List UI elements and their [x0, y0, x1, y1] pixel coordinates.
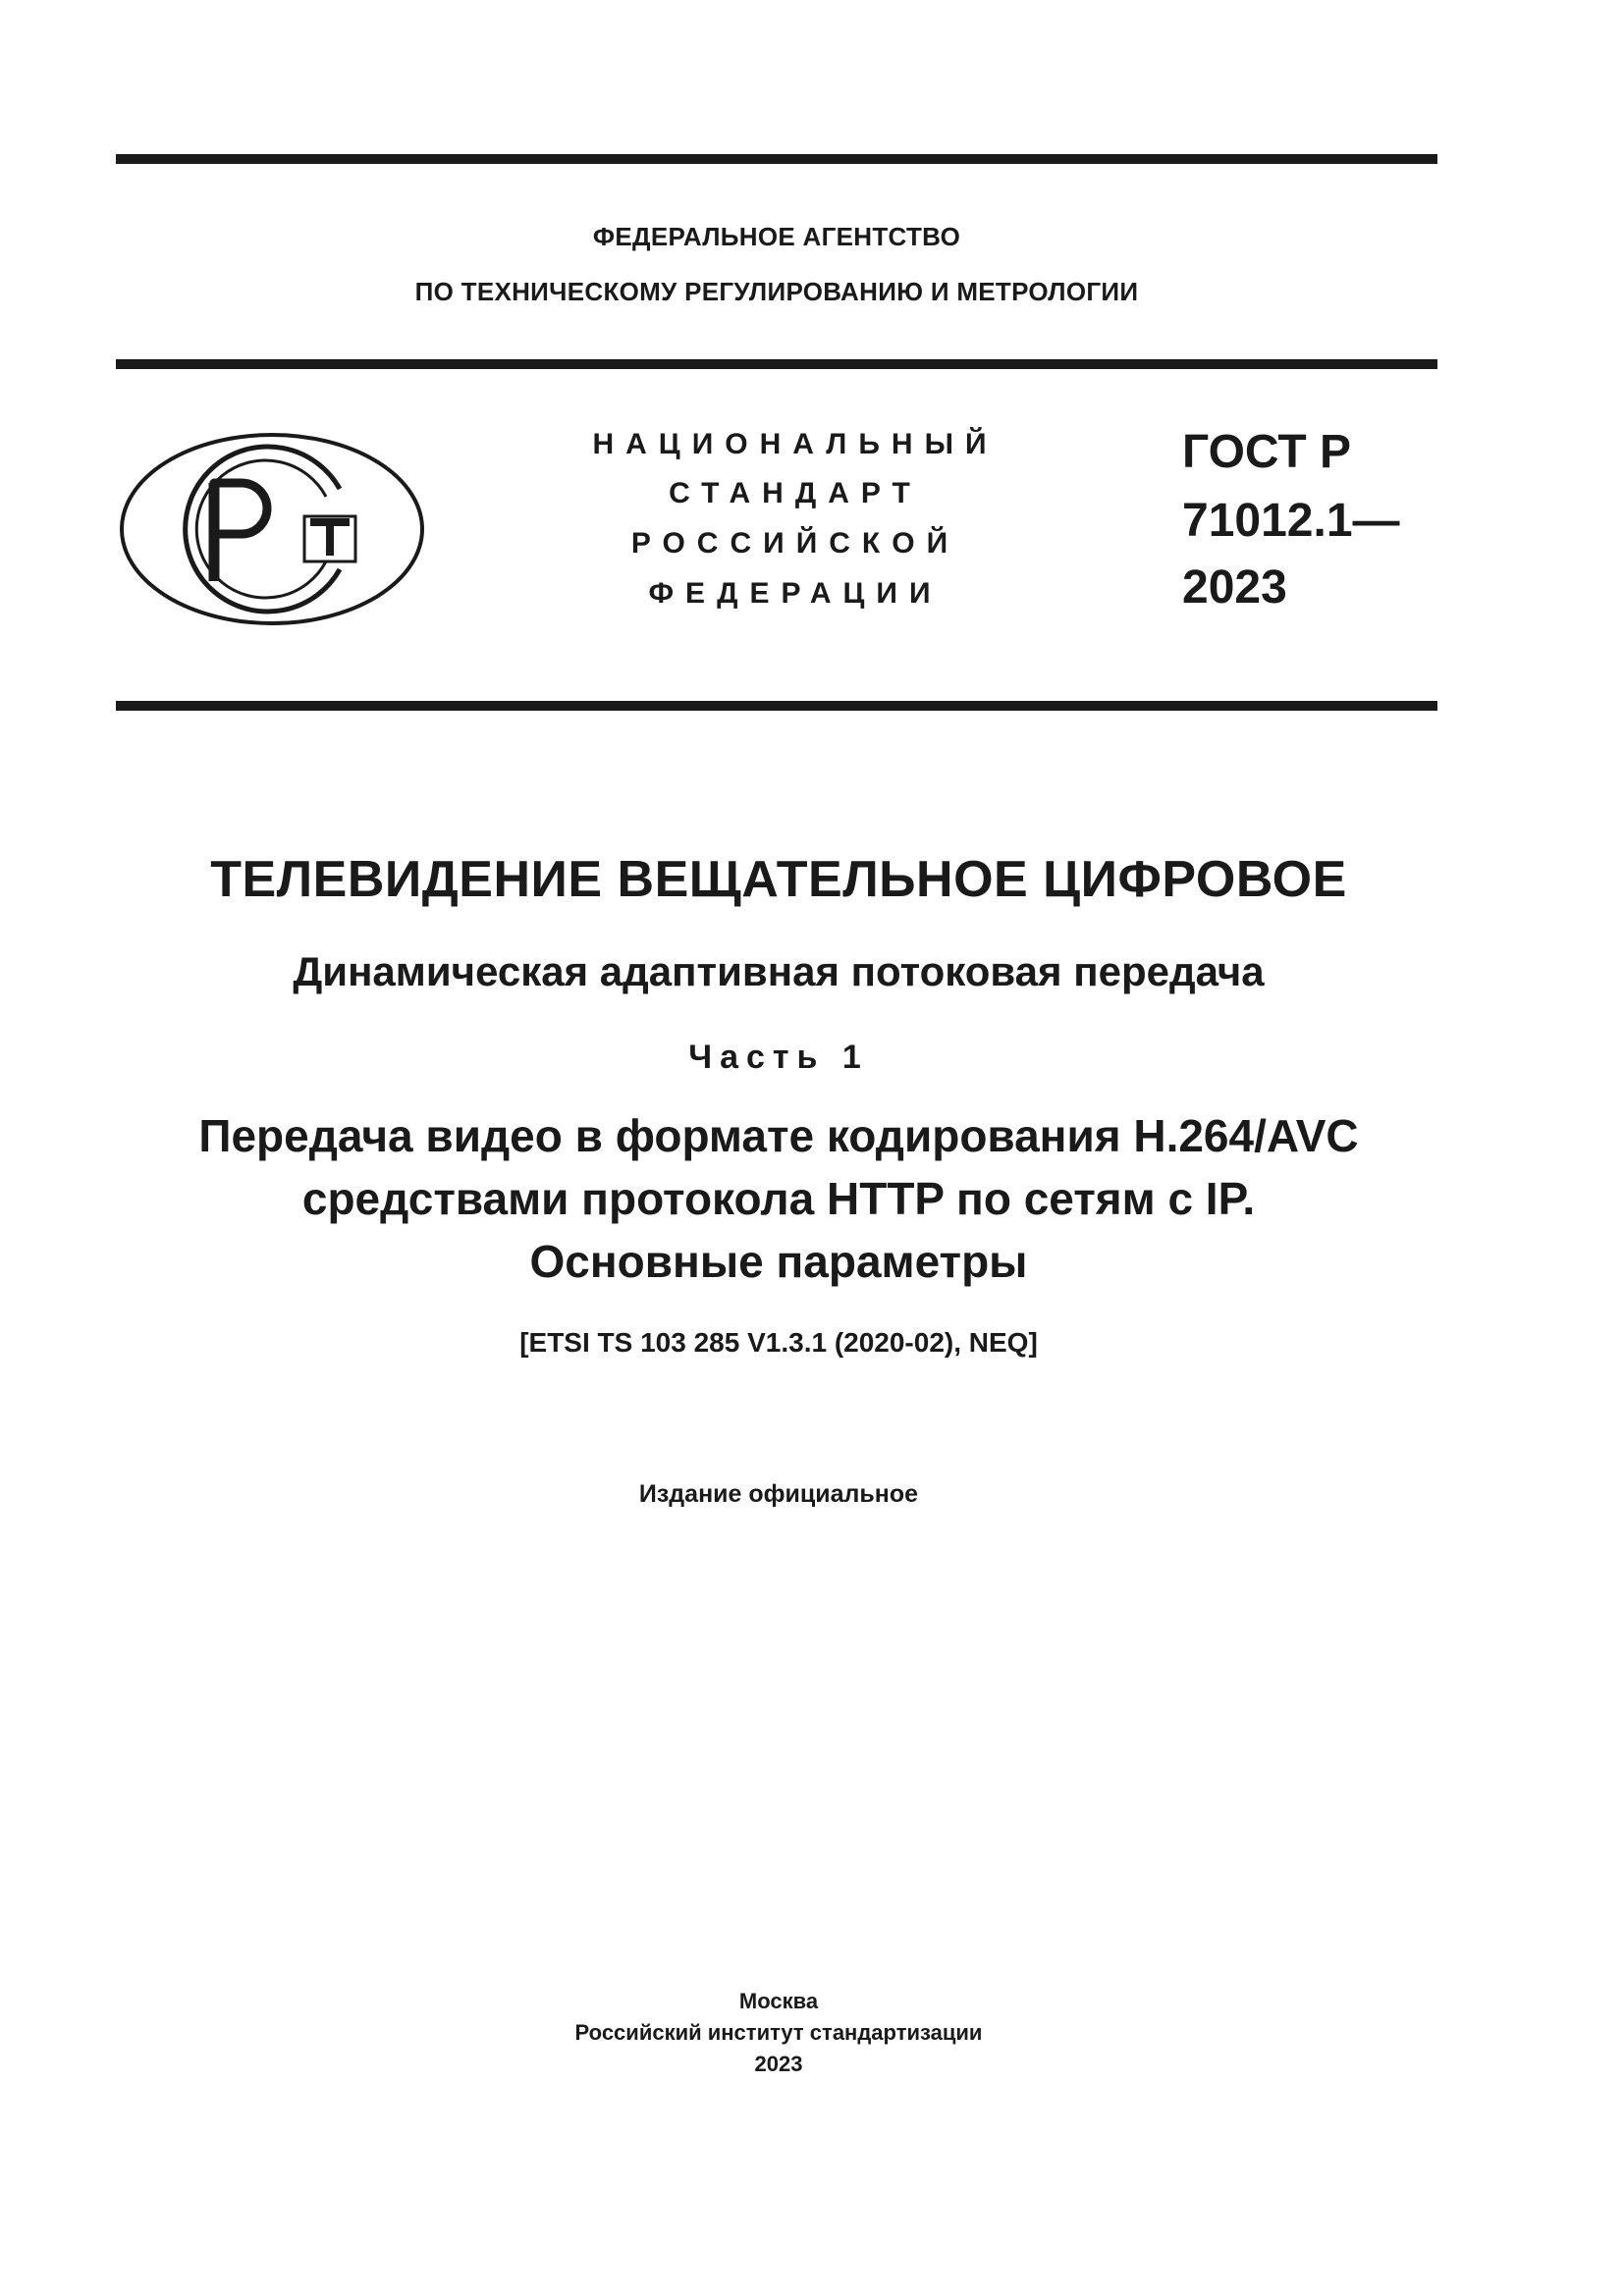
imprint-year: 2023: [754, 2052, 803, 2076]
national-standard-line-4: ФЕДЕРАЦИИ: [648, 577, 943, 610]
document-title: ТЕЛЕВИДЕНИЕ ВЕЩАТЕЛЬНОЕ ЦИФРОВОЕ: [210, 851, 1347, 908]
imprint-publisher: Российский институт стандартизации: [574, 2020, 983, 2045]
national-standard-line-2: СТАНДАРТ: [669, 477, 922, 509]
imprint-city: Москва: [738, 1989, 819, 2013]
standard-designation-line-1: ГОСТ Р: [1182, 426, 1352, 478]
part-label: Часть 1: [688, 1039, 869, 1076]
header-divider: [116, 359, 1437, 369]
rst-certification-mark-icon: [116, 428, 428, 630]
top-divider: [116, 154, 1437, 164]
part-title-line-1: Передача видео в формате кодирования H.264/AVC: [198, 1110, 1359, 1161]
title-block-divider: [116, 701, 1437, 711]
international-reference: [ETSI TS 103 285 V1.3.1 (2020-02), NEQ]: [519, 1327, 1038, 1358]
national-standard-line-1: НАЦИОНАЛЬНЫЙ: [592, 428, 999, 460]
part-title-line-2: средствами протокола HTTP по сетям с IP.: [301, 1173, 1256, 1224]
document-subtitle: Динамическая адаптивная потоковая передача: [293, 948, 1265, 994]
part-title-line-3: Основные параметры: [529, 1236, 1028, 1287]
standard-designation-year: 2023: [1182, 561, 1287, 614]
edition-note: Издание официальное: [638, 1480, 919, 1508]
standard-designation-line-2: 71012.1—: [1182, 495, 1400, 547]
agency-name-line-2: ПО ТЕХНИЧЕСКОМУ РЕГУЛИРОВАНИЮ И МЕТРОЛОГИИ: [414, 277, 1139, 306]
agency-name-line-1: ФЕДЕРАЛЬНОЕ АГЕНТСТВО: [592, 222, 961, 251]
national-standard-line-3: РОССИЙСКОЙ: [630, 527, 960, 560]
